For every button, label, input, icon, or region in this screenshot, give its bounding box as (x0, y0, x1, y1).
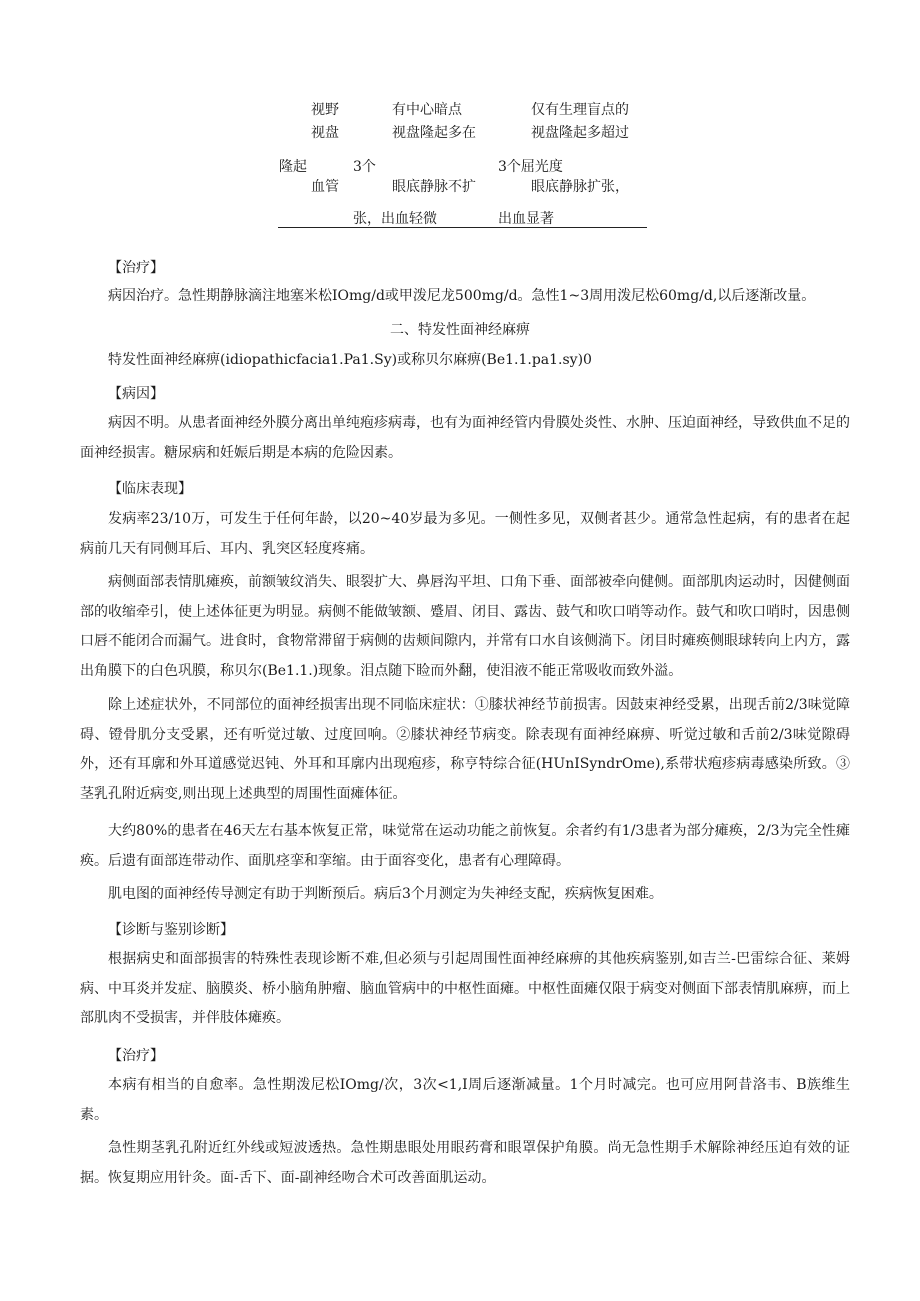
table-row3-col1: 3个 (353, 159, 376, 175)
diagnosis-text: 根据病史和面部损害的特殊性表现诊断不难,但必须与引起周围性面神经麻痹的其他疾病鉴别,如吉兰-巴雷综合征、莱姆病、中耳炎并发症、脑膜炎、桥小脑角肿瘤、脑血管病中的中枢性面瘫。中枢性面瘫仅限于病变对侧面下部表情肌麻痹，而上部肌肉不受损害，并伴肢体瘫痪。 (80, 951, 850, 1026)
treatment-paragraph-1: 本病有相当的自愈率。急性期泼尼松IOmg/次，3次<1,I周后逐渐减量。1个月时减完。也可应用阿昔洛韦、B族维生素。 (80, 1077, 850, 1123)
diagnosis-heading: 【诊断与鉴别诊断】 (108, 922, 234, 938)
table-row2-label: 视盘 (311, 125, 339, 141)
clinical-paragraph-5: 肌电图的面神经传导测定有助于判断预后。病后3个月测定为失神经支配，疾病恢复困难。 (108, 886, 663, 902)
table-row2-col1: 视盘隆起多在 (392, 125, 476, 141)
etiology-text: 病因不明。从患者面神经外膜分离出单纯疱疹病毒，也有为面神经管内骨膜处炎性、水肿、压迫面神经，导致供血不足的面神经损害。糖尿病和妊娠后期是本病的危险因素。 (80, 415, 850, 461)
table-row2-col2: 视盘隆起多超过 (531, 125, 629, 141)
table-row4-label: 血管 (311, 179, 339, 195)
table-row5-col2: 出血显著 (498, 211, 554, 227)
table-row3-label: 隆起 (279, 159, 307, 175)
section2-treatment-heading: 【治疗】 (108, 1048, 164, 1064)
etiology-heading: 【病因】 (108, 386, 164, 402)
section1-treatment-heading: 【治疗】 (108, 260, 164, 276)
treatment-paragraph-2: 急性期茎乳孔附近红外线或短波透热。急性期患眼处用眼药膏和眼罩保护角膜。尚无急性期手术解除神经压迫有效的证据。恢复期应用针灸。面-舌下、面-副神经吻合术可改善面肌运动。 (80, 1140, 850, 1186)
clinical-paragraph-3: 除上述症状外，不同部位的面神经损害出现不同临床症状：①膝状神经节前损害。因鼓束神经受累，出现舌前2/3味觉障碍、镫骨肌分支受累，还有听觉过敏、过度回响。②膝状神经节病变。除表现有面神经麻痹、听觉过敏和舌前2/3味觉隙碍外，还有耳廓和外耳道感觉迟钝、外耳和耳廓内出现疱疹，称亨特综合征(HUnISyndrOme),系带状疱疹病毒感染所致。③茎乳孔附近病变,则出现上述典型的周围性面瘫体征。 (80, 697, 850, 802)
table-row3-col2: 3个屈光度 (498, 159, 563, 175)
table-row1-label: 视野 (311, 102, 339, 118)
section1-treatment-text: 病因治疗。急性期静脉滴注地塞米松IOmg/d或甲泼尼龙500mg/d。急性1~3周用泼尼松60mg/d,以后逐渐改量。 (108, 288, 816, 304)
clinical-heading: 【临床表现】 (108, 481, 192, 497)
table-row4-col2: 眼底静脉扩张， (531, 179, 629, 195)
table-bottom-rule (278, 227, 647, 228)
table-row5-col1: 张，出血轻微 (353, 211, 437, 227)
clinical-paragraph-1: 发病率23/10万，可发生于任何年龄，以20~40岁最为多见。一侧性多见，双侧者甚少。通常急性起病，有的患者在起病前几天有同侧耳后、耳内、乳突区轻度疼痛。 (80, 511, 850, 557)
table-row1-col2: 仅有生理盲点的 (531, 102, 629, 118)
table-row4-col1: 眼底静脉不扩 (392, 179, 476, 195)
section2-title: 二、特发性面神经麻痹 (390, 322, 530, 338)
section2-intro: 特发性面神经麻痹(idiopathicfacia1.Pa1.Sy)或称贝尔麻痹(Be1.1.pa1.sy)0 (108, 352, 592, 368)
clinical-paragraph-2: 病侧面部表情肌瘫痪，前额皱纹消失、眼裂扩大、鼻唇沟平坦、口角下垂、面部被牵向健侧。面部肌肉运动时，因健侧面部的收缩牵引，使上述体征更为明显。病侧不能做皱额、蹙眉、闭目、露齿、鼓气和吹口哨等动作。鼓气和吹口哨时，因患侧口唇不能闭合而漏气。进食时，食物常滞留于病侧的齿颊间隙内，并常有口水自该侧淌下。闭目时瘫痪侧眼球转向上内方，露出角膜下的白色巩膜，称贝尔(Be1.1.)现象。泪点随下睑而外翻，使泪液不能正常吸收而致外溢。 (80, 574, 850, 679)
clinical-paragraph-4: 大约80%的患者在46天左右基本恢复正常，味觉常在运动功能之前恢复。余者约有1/3患者为部分瘫痪，2/3为完全性瘫痪。后遗有面部连带动作、面肌痉挛和挛缩。由于面容变化，患者有心理障碍。 (80, 823, 850, 869)
table-row1-col1: 有中心暗点 (392, 102, 462, 118)
